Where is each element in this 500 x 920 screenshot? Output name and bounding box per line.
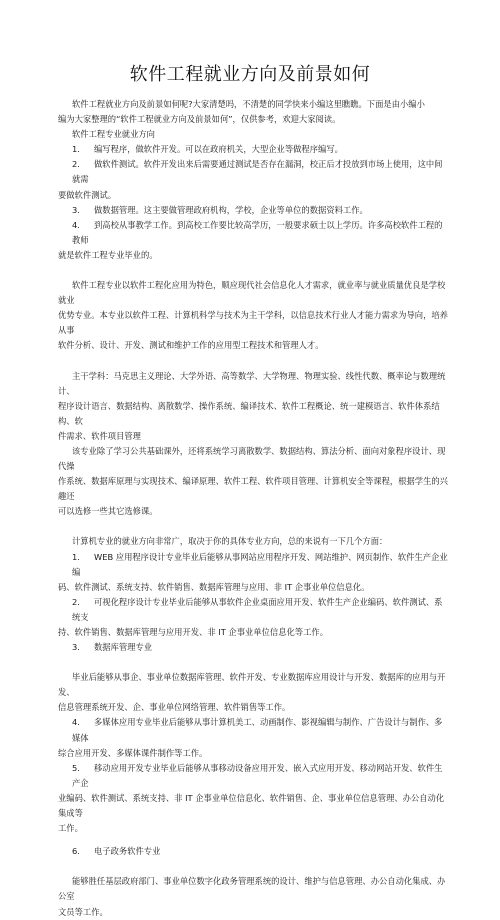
list-text: WEB 应用程序设计专业毕业后能够从事网站应用程序开发、网站维护、网页制作、软件生产企业编	[72, 551, 448, 577]
intro-line: 软件工程就业方向及前景如何呢?大家清楚吗，不清楚的同学快来小编这里瞧瞧。下面是由小编小	[72, 99, 425, 109]
list-text: 到高校从事教学工作。到高校工作要比较高学历，一般要求硕士以上学历。许多高校软件工程的教师	[72, 219, 443, 245]
list-text: 可视化程序设计专业毕业后能够从事软件企业桌面应用开发、软件生产企业编码、软件测试、系统支	[72, 596, 443, 622]
list-number: 1.	[72, 144, 80, 155]
list-number: 6.	[72, 846, 80, 857]
list-item	[58, 157, 450, 187]
list-text: 电子政务软件专业	[94, 846, 161, 857]
list-text: 移动应用开发专业毕业后能够从事移动设备应用开发、嵌入式应用开发、移动网站开发、软件生产企	[72, 762, 443, 788]
intro-line: 编为大家整理的“软件工程就业方向及前景如何”，仅供参考，欢迎大家阅读。	[58, 114, 341, 125]
list-text: 数据库管理专业	[94, 642, 153, 653]
list-item	[58, 550, 450, 580]
list-item	[58, 761, 450, 791]
paragraph-line: 优势专业。本专业以软件工程、计算机科学与技术为主干学科，以信息技术行业人才能力需求为导向，培养从事	[58, 310, 448, 336]
list-number: 3.	[72, 204, 80, 215]
paragraph-line: 件需求、软件项目管理	[58, 430, 141, 441]
list-text: 编写程序，做软件开发。可以在政府机关，大型企业等做程序编写。	[94, 144, 343, 155]
list-item	[58, 218, 450, 248]
list-continuation: 综合应用开发、多媒体课件制作等工作。	[58, 747, 208, 758]
list-item	[58, 844, 450, 859]
paragraph-line: 作系统、数据库原理与实现技术、编译原理、软件工程、软件项目管理、计算机安全等课程，根据学生的兴趣还	[58, 476, 448, 502]
paragraph-line: 计算机专业的就业方向非常广，取决于你的具体专业方向，总的来说有一下几个方面：	[72, 536, 388, 547]
list-continuation: 工作。	[58, 823, 83, 834]
list-item	[58, 640, 450, 655]
document-title: 软件工程就业方向及前景如何	[129, 64, 371, 85]
paragraph-line: 信息管理系统开发、企、事业单位网络管理、软件销售等工作。	[58, 702, 291, 713]
list-number: 1.	[72, 551, 80, 562]
paragraph-line: 该专业除了学习公共基础课外，还将系统学习离散数学、数据结构、算法分析、面向对象程序设计、现代操	[58, 445, 446, 472]
list-item	[58, 715, 450, 745]
list-item	[58, 595, 450, 625]
list-item	[58, 142, 450, 157]
paragraph-line: 可以选修一些其它选修课。	[58, 506, 158, 517]
paragraph-line: 程序设计语言、数据结构、离散数学、操作系统、编译技术、软件工程概论、统一建模语言、软件体系结构、软	[58, 400, 440, 426]
list-text: 做数据管理。这主要做管理政府机构，学校，企业等单位的数据资料工作。	[94, 204, 368, 215]
paragraph-line: 毕业后能够从事企、事业单位数据库管理、软件开发、专业数据库应用设计与开发、数据库的应用与开发、	[58, 672, 446, 698]
section-heading: 软件工程专业就业方向	[72, 129, 155, 140]
list-continuation: 持、软件销售、数据库管理与应用开发、非 IT 企事业单位信息化等工作。	[58, 627, 328, 637]
paragraph-line: 能够胜任基层政府部门、事业单位数字化政务管理系统的设计、维护与信息管理、办公自动化集成、办公室	[58, 876, 446, 902]
list-continuation: 业编码、软件测试、系统支持、非 IT 企事业单位信息化、软件销售、企、事业单位信息管理、办公自动化集成等	[58, 792, 445, 819]
list-number: 4.	[72, 219, 80, 230]
list-text: 多媒体应用专业毕业后能够从事计算机美工、动画制作、影视编辑与制作、广告设计与制作、多媒体	[72, 717, 443, 743]
list-item	[58, 203, 450, 218]
list-number: 2.	[72, 159, 80, 170]
paragraph-line: 软件工程专业以软件工程化应用为特色，顺应现代社会信息化人才需求，就业率与就业质量优良是学校就业	[58, 280, 446, 306]
list-continuation: 要做软件测试。	[58, 189, 117, 200]
list-text: 做软件测试。软件开发出来后需要通过测试是否存在漏洞，校正后才投放到市场上使用，这中间就需	[72, 159, 443, 185]
list-number: 4.	[72, 717, 80, 728]
paragraph-line: 软件分析、设计、开发、测试和维护工作的应用型工程技术和管理人才。	[58, 340, 324, 351]
list-number: 2.	[72, 596, 80, 607]
document-body	[58, 97, 450, 920]
list-number: 5.	[72, 762, 80, 773]
list-continuation: 就是软件工程专业毕业的。	[58, 249, 158, 260]
paragraph-line: 主干学科：马克思主义理论、大学外语、高等数学、大学物理、物理实验、线性代数、概率论与数理统计、	[58, 370, 446, 396]
list-number: 3.	[72, 642, 80, 653]
paragraph-line: 文员等工作。	[58, 906, 108, 917]
list-continuation: 码、软件测试、系统支持、软件销售、数据库管理与应用、非 IT 企事业单位信息化。	[58, 581, 370, 592]
